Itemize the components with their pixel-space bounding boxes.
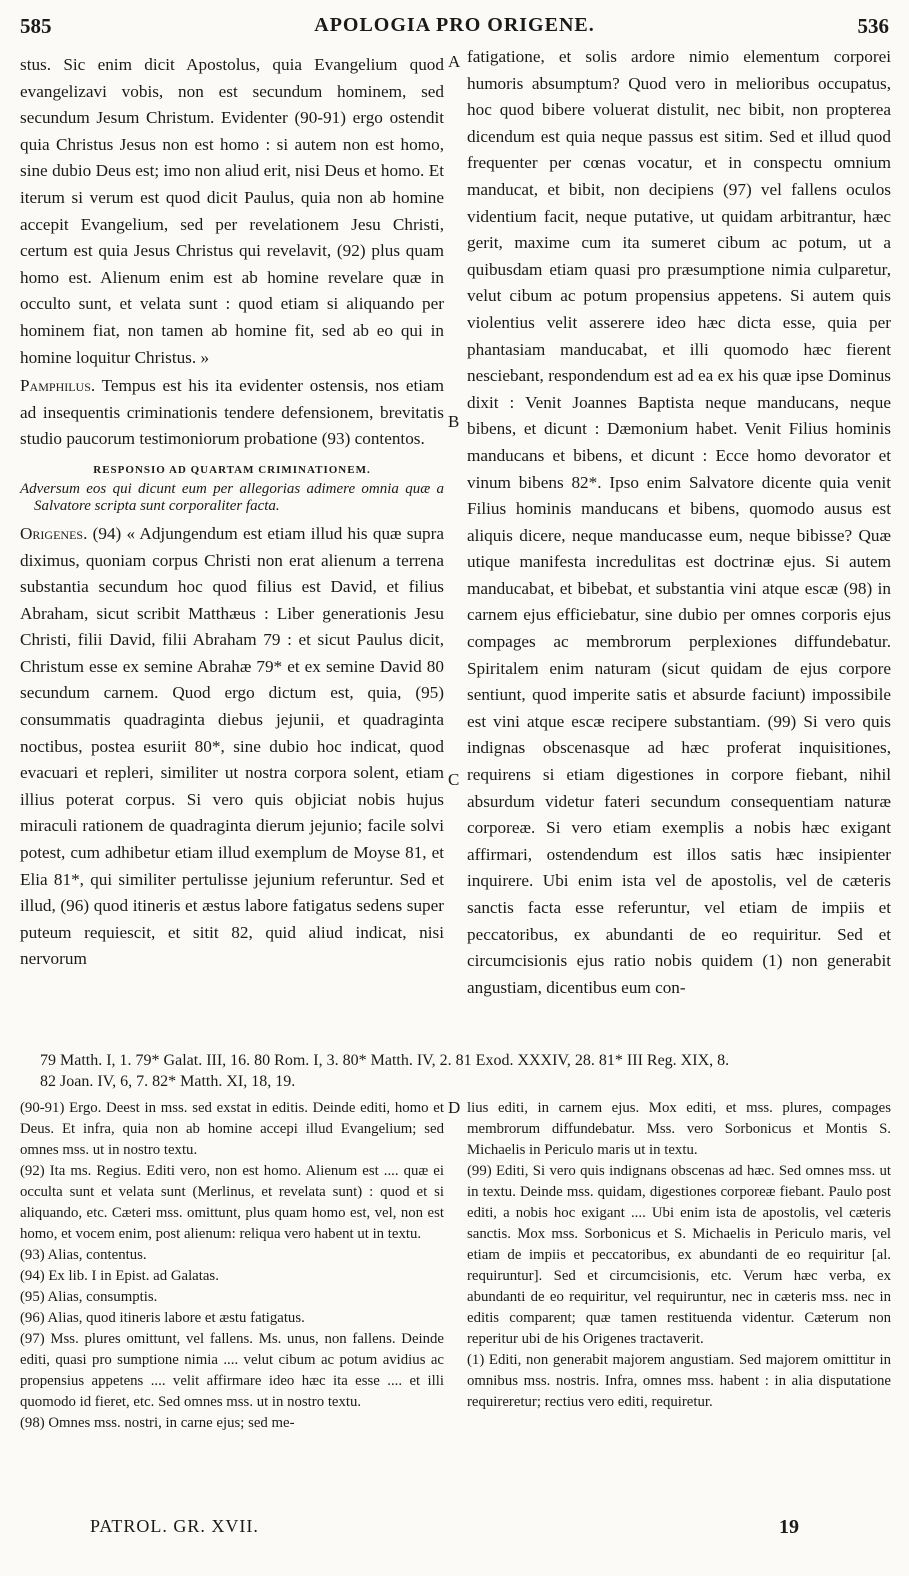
footnote: (97) Mss. plures omittunt, vel fallens. Ms. unus, non fallens. Deinde editi, quasi pro sumptione nimia .... velut cibum ac potum avidius ac propensius appetens .... velit affirmare ideo hæc ita esse .... et illi quomodo id fieret, etc. Sed omnes mss. ut in nostro textu. (20, 1331, 444, 1410)
margin-letter-a: A (448, 52, 461, 71)
page-number-left: 585 (20, 14, 52, 38)
footnote: (98) Omnes mss. nostri, in carne ejus; sed me- (20, 1415, 295, 1431)
right-paragraph-1: fatigatione, et solis ardore nimio elementum corporei humoris absumptum? Quod vero in melioribus occupatus, hoc quod bibere voluerat distulit, nec bibit, non propterea dicendum est quia neque passus est sitim. Sed et illud quod frequenter per cœnas vocatur, et in conspectu omnium manducat, et bibit, non decipiens (97) vel fallens oculos videntium facit, neque putative, ut quidam arbitrantur, hæc gerit, maxime cum ita sumeret cibum ac potum, ut a quibusdam etiam quasi pro præsumptione nimia culparetur, velut cibum ac potum propensius appetens. Si autem quis violentius velit asserere ideo hæc dicta esse, quia per phantasiam manducabat, et illi quomodo hæc fierent nesciebant, respondendum est ad ea ex his quæ ipse Dominus dixit : Venit Joannes Baptista neque manducans, neque bibens, et dicunt : Dæmonium habet. Venit Filius hominis manducans et bibens, et dicunt : Ecce homo devorator et vinum bibens 82*. Ipso enim Salvatore dicente quia venit Filius hominis manducans et bibens, quomodo ausus est aliquis dicere, neque manducasse eum, neque bibisse? Quæ utique manifesta incredulitas est doctrinæ ejus. Si autem manducabat, et bibebat, et substantia vini atque escæ (98) in carnem ejus efficiebatur, sine dubio per omnes corporis ejus compages ac membrorum perplexiones diffundebatur. Spiritalem enim naturam (sicut quidam de ejus corpore sentiunt, quod imperite satis et absurde faciunt) impossibile est vini atque escæ recipere substantiam. (99) Si vero quis indignas obscenasque ad hæc proferat inquisitiones, requirens si etiam digestiones in corpore fiebant, nihil absurdum videtur fateri secundum consequentiam naturæ corporeæ. Si vero etiam exemplis a nobis hæc exigant affirmari, ostendendum est illos satis hæc insipienter inquirere. Ubi enim ista vel de apostolis, vel de cæteris sanctis facta esse referuntur, vel etiam de impiis et peccatoribus, ex abundanti de eo requiritur. Sed et circumcisionis ejus ratio nobis quidem (1) non generabit angustiam, dicentibus eum con- (467, 47, 891, 997)
footnote: (92) Ita ms. Regius. Editi vero, non est homo. Alienum est .... quæ ei occulta sunt et velata sunt (Merlinus, et revelata sunt) : quod et si aliquando, etc. Cæteri mss. omittunt, plus quam homo est, vel, non est homo, et vocem enim, post alienum: reliqua vero habent ut in textu. (20, 1163, 444, 1242)
scripture-references (40, 1050, 895, 1092)
section-argument: Adversum eos qui dicunt eum per allegorias adimere omnia quæ a Salvatore scripta sunt corporaliter facta. (20, 480, 444, 514)
page-number-right: 536 (857, 14, 889, 38)
footnote: (94) Ex lib. I in Epist. ad Galatas. (20, 1268, 219, 1284)
margin-letter-b: B (448, 412, 460, 431)
footnote: lius editi, in carnem ejus. Mox editi, et mss. plures, compages membrorum diffundebatur. Mss. vero Sorbonicus et Montis S. Michaelis in Periculo maris ut in textu. (467, 1100, 891, 1158)
footnotes-left (20, 1098, 444, 1434)
page-header (20, 14, 889, 44)
section-heading: RESPONSIO AD QUARTAM CRIMINATIONEM. (93, 463, 371, 476)
references-line-1: 79 Matth. I, 1. 79* Galat. III, 16. 80 Rom. I, 3. 80* Matth. IV, 2. 81 Exod. XXXIV, 28. 81* III Reg. XIX, 8. (40, 1052, 730, 1069)
left-paragraph-1: stus. Sic enim dicit Apostolus, quia Evangelium quod evangelizavi vobis, non est secundum hominem, sed secundum Jesum Christum. Evidenter (90-91) ergo ostendit quia Christus Jesus non est homo : si autem non est homo, sine dubio Deus est; imo non aliud erit, nisi Deus et homo. Et iterum si verum est quod dicit Paulus, quia non ab homine accepit Evangelium, sed per revelationem Jesu Christi, certum est quia Jesus Christus qui revelavit, (92) plus quam homo est. Alienum enim est ab homine revelare quæ in occulto sunt, et velata sunt : quod etiam si aliquando per hominem fiat, non tamen ab homine fit, sed ab eo qui in homine loquitur Christus. » (20, 55, 444, 367)
left-column (20, 52, 444, 975)
speaker-pamphilus: Pamphilus. (20, 376, 96, 396)
page-footer (90, 1516, 799, 1542)
speaker-origenes: Origenes. (20, 523, 88, 543)
left-paragraph-2-text: Tempus est his ita evidenter ostensis, nos etiam ad insequentis criminationis tendere defensionem, brevitatis studio paucorum testimoniorum probatione (93) contentos. (20, 376, 444, 449)
margin-letter-c: C (448, 770, 460, 789)
signature-mark: PATROL. GR. XVII. (90, 1516, 259, 1536)
footnote: (1) Editi, non generabit majorem angustiam. Sed majorem omittitur in omnibus mss. nostris. Infra, omnes mss. habent : in alia disputatione requireretur; rectius vero editi, requiretur. (467, 1352, 891, 1410)
references-line-2: 82 Joan. IV, 6, 7. 82* Matth. XI, 18, 19. (40, 1073, 296, 1090)
footnote: (96) Alias, quod itineris labore et æstu fatigatus. (20, 1310, 305, 1326)
footnote: (99) Editi, Si vero quis indignans obscenas ad hæc. Sed omnes mss. ut in textu. Deinde mss. quidam, digestiones corporeæ fiebant. Paulo post editi, a nobis hoc exigant .... Ubi enim ista de apostolis, vel cæteris sanctis. Mox mss. Sorbonicus et S. Michaelis in Periculo maris, vel etiam de impiis et peccatoribus, ex abundanti de eo requiritur [al. requiruntur]. Sed et circumcisionis, etc. Verum hæc verba, ex abundanti de eo requiritur, vel requiruntur, nec in cæteris mss. nec in editis comparent; quæ tamen restituenda videntur. Cæterum non reperitur ubi de his Origenes tractaverit. (467, 1163, 891, 1347)
footnotes-right (467, 1098, 891, 1413)
footnote: (95) Alias, consumptis. (20, 1289, 158, 1305)
left-paragraph-3-text: (94) « Adjungendum est etiam illud his quæ supra diximus, quoniam corpus Christi non erat alienum a terrena substantia secundum hoc quod filius est David, et filius Abraham, sicut scribit Matthæus : Liber generationis Jesu Christi, filii David, filii Abraham 79 : et sicut Paulus dicit, Christum esse ex semine Abrahæ 79* et ex semine David 80 secundum carnem. Quod ergo dictum est, quia, (95) consummatis quadraginta diebus jejunii, et quadraginta noctibus, postea esuriit 80*, sine dubio hoc indicat, quod evacuari et repleri, similiter ut nostra corpora solent, etiam illius poterat corpus. Si vero quis objiciat nobis hujus miraculi rationem de quadraginta dierum jejunio; facile solvi potest, cum adhibetur etiam illud exemplum de Moyse 81, et Elia 81*, qui similiter pertulisse jejunium referuntur. Sed et illud, (96) quod itineris et æstus labore fatigatus sedens super puteum requiescit, et sitit 82, quid aliud indicat, nisi nervorum (20, 523, 444, 969)
footnote: (93) Alias, contentus. (20, 1247, 147, 1263)
left-paragraph-2 (20, 373, 444, 453)
footnote: (90-91) Ergo. Deest in mss. sed exstat in editis. Deinde editi, homo et Deus. Et infra, quia non ab homine accepi illud Evangelium; sed omnes mss. ut in nostro textu. (20, 1100, 444, 1158)
sheet-number: 19 (779, 1516, 799, 1538)
right-column (467, 44, 891, 1003)
left-paragraph-3 (20, 521, 444, 973)
margin-letter-d: D (448, 1098, 461, 1117)
running-title: APOLOGIA PRO ORIGENE. (314, 14, 595, 36)
